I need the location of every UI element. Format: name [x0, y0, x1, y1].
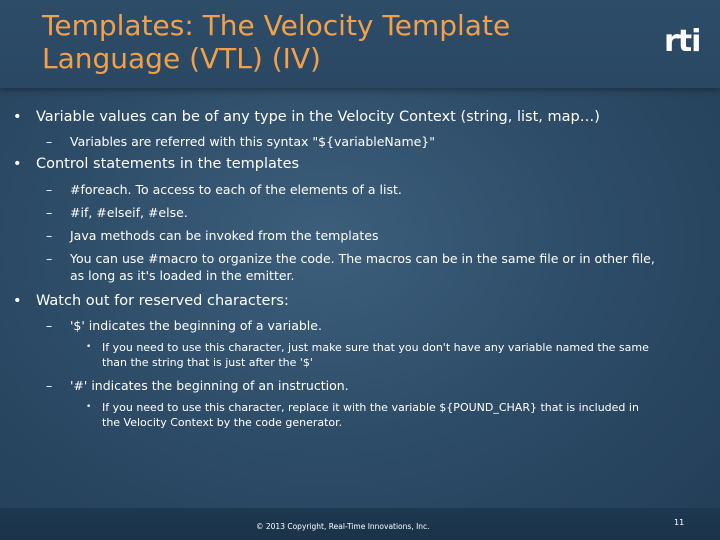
dash-icon: – [46, 251, 53, 266]
bullet-text: Control statements in the templates [36, 156, 300, 172]
dash-icon: – [46, 318, 53, 333]
sub-bullet-text: '$' indicates the beginning of a variable. [70, 318, 322, 333]
sub-bullet-text: #if, #elseif, #else. [70, 205, 188, 220]
slide-title: Templates: The Velocity Template Language (VTL) (IV) [42, 9, 511, 75]
rti-logo: rti [664, 24, 701, 59]
sub-sub-bullet-text: If you need to use this character, replace it with the variable ${POUND_CHAR} that is included in the Velocity Context by the code generator. [102, 401, 639, 429]
sub-bullet-text: #foreach. To access to each of the elements of a list. [70, 182, 402, 197]
bullet-icon: • [86, 342, 92, 352]
dash-icon: – [46, 182, 53, 197]
sub-bullet-text: Java methods can be invoked from the templates [70, 228, 379, 243]
bullet-icon: • [13, 109, 22, 125]
slide-header [0, 0, 720, 88]
bullet-icon: • [13, 293, 22, 309]
sub-bullet-text: '#' indicates the beginning of an instruction. [70, 378, 349, 393]
bullet-text: Variable values can be of any type in the Velocity Context (string, list, map…) [36, 109, 600, 125]
bullet-icon: • [13, 156, 22, 172]
sub-bullet-text: You can use #macro to organize the code. The macros can be in the same file or in other file, as long as it's loaded in the emitter. [70, 251, 655, 283]
page-number: 11 [674, 518, 685, 527]
dash-icon: – [46, 205, 53, 220]
dash-icon: – [46, 134, 53, 149]
dash-icon: – [46, 378, 53, 393]
sub-bullet-text: Variables are referred with this syntax "${variableName}" [70, 134, 436, 149]
copyright-text: © 2013 Copyright, Real-Time Innovations, Inc. [256, 522, 430, 531]
slide-content [0, 98, 720, 498]
bullet-icon: • [86, 402, 92, 412]
slide-footer [0, 508, 720, 540]
sub-sub-bullet-text: If you need to use this character, just make sure that you don't have any variable named the same than the string that is just after the '$' [102, 341, 649, 369]
dash-icon: – [46, 228, 53, 243]
bullet-text: Watch out for reserved characters: [36, 293, 289, 309]
